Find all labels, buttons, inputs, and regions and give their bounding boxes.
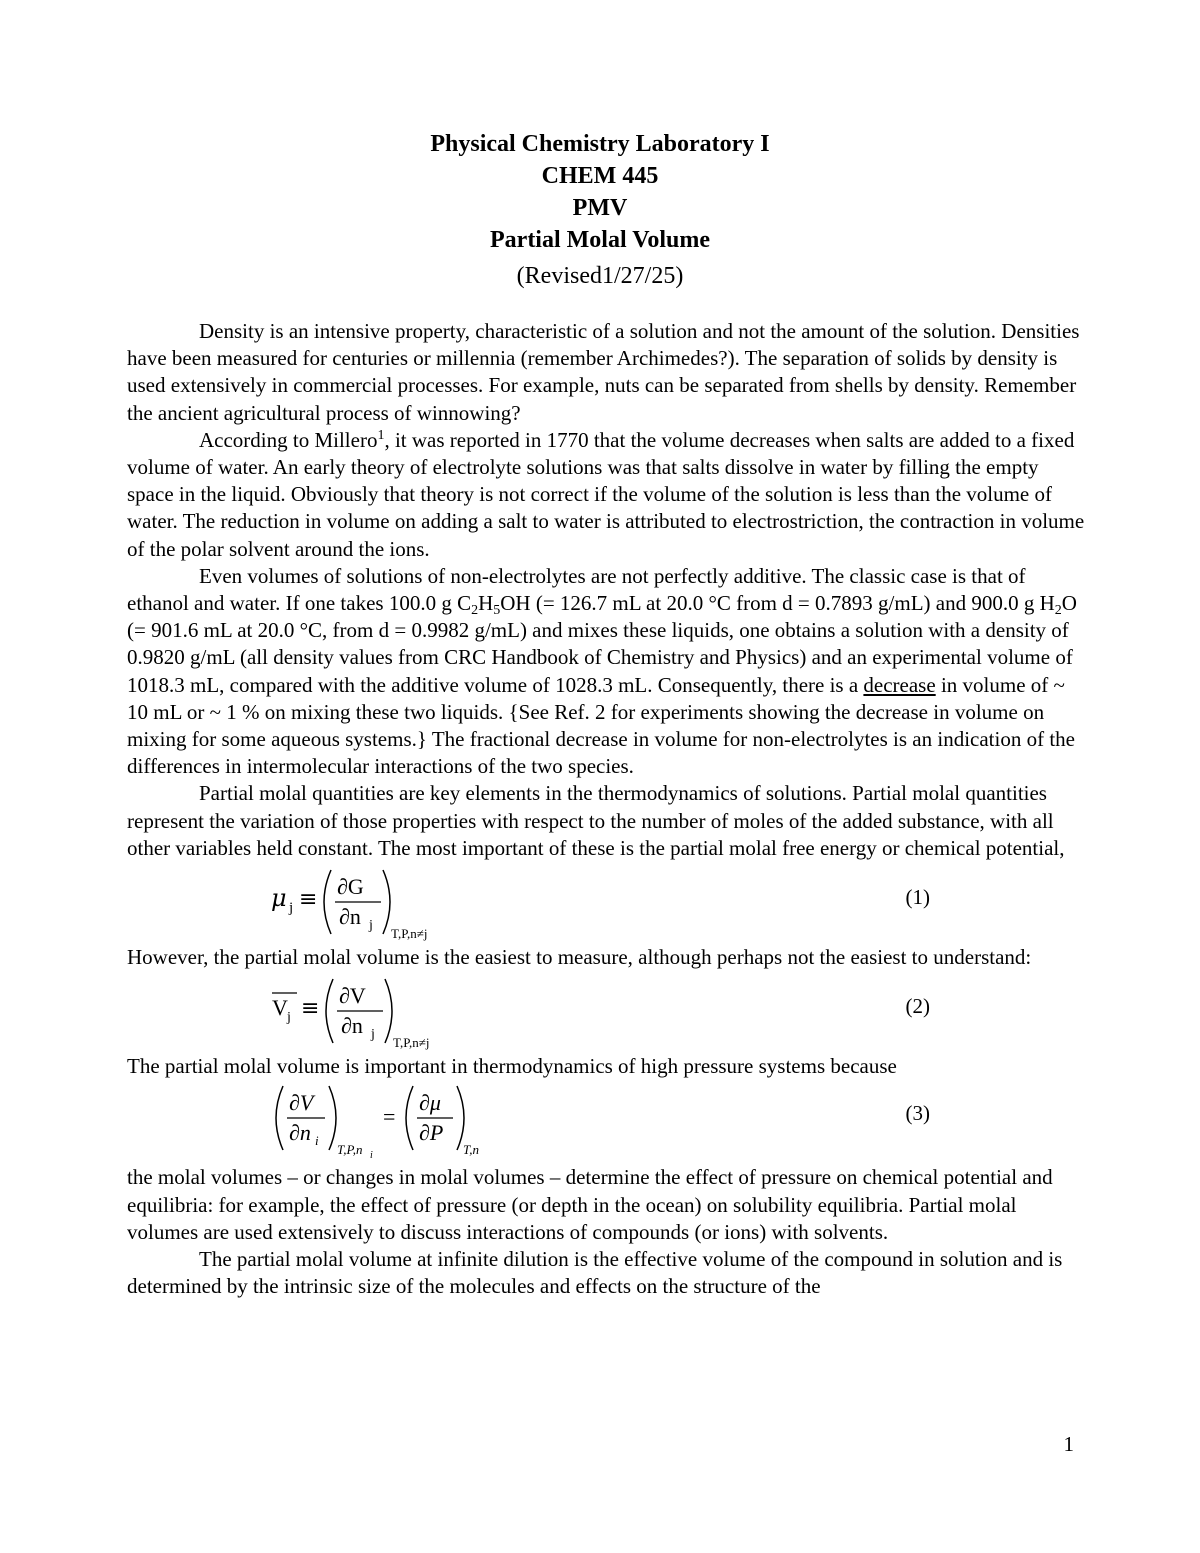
eq1-numerator: ∂G (337, 874, 364, 900)
equation-2 (127, 971, 1087, 1053)
revision-date: (Revised1/27/25) (516, 263, 684, 289)
eq3-left-den-sub: i (315, 1133, 319, 1149)
eq1-right-paren (383, 870, 390, 934)
eq3-left-numerator: ∂V (289, 1090, 314, 1116)
eq3-left-paren-a (276, 1086, 283, 1150)
eq2-den-sub: j (371, 1027, 375, 1043)
paragraph-1: Density is an intensive property, characteristic of a solution and not the amount of the solution. Densities have been measured for centuries or millennia (remember Archimedes?). The separation of solids by density is used extensively in commercial processes. For example, nuts can be separated from shells by density. Remember the ancient agricultural process of winnowing? (127, 319, 1080, 425)
equation-1-number: (1) (905, 885, 930, 910)
eq3-left-paren-b (406, 1086, 413, 1150)
experiment-title: Partial Molal Volume (490, 227, 710, 253)
experiment-code: PMV (572, 195, 628, 221)
p3-sub-2: 5 (493, 603, 501, 619)
equation-2-number: (2) (905, 994, 930, 1019)
document-body (127, 318, 1087, 1300)
eq3-left-condition: T,P,n (337, 1142, 363, 1158)
eq2-left-paren (326, 979, 333, 1043)
paragraph-8: The partial molal volume at infinite dilution is the effective volume of the compound in solution and is determined by the intrinsic size of the molecules and effects on the structure of the (127, 1247, 1063, 1299)
eq1-den-sub: j (369, 918, 373, 934)
course-title: Physical Chemistry Laboratory I (430, 131, 770, 157)
title-block (0, 128, 1200, 292)
p3-underlined-word: decrease (863, 672, 936, 697)
eq1-equiv: ≡ (299, 887, 318, 913)
paragraph-7: the molal volumes – or changes in molal volumes – determine the effect of pressure on chemical potential and equilibria: for example, the effect of pressure (or depth in the ocean) on solubility equilibria. Partial molal volumes are used extensively to discuss interactions of compounds (or ions) with solvents. (127, 1165, 1053, 1244)
page-number: 1 (1063, 1432, 1074, 1456)
equation-3-formula (267, 1080, 647, 1164)
p3-text-2: H (478, 591, 494, 616)
p3-text-1: Even volumes of solutions of non-electrolytes are not perfectly additive. The classic case is that of ethanol and water. If one takes 100.0 g C (127, 563, 1026, 616)
p3-sub-3: 2 (1054, 603, 1062, 619)
eq3-right-paren-b (457, 1086, 464, 1150)
p3-text-3: OH (= 126.7 mL at 20.0 °C from d = 0.7893 g/mL) and 900.0 g H (500, 591, 1055, 616)
eq3-left-denominator: ∂n (289, 1120, 311, 1146)
p2-text-b: , it was reported in 1770 that the volume decreases when salts are added to a fixed volume of water. An early theory of electrolyte solutions was that salts dissolve in water by filling the empty space in the liquid. Obviously that theory is not correct if the volume of the solution is less than the volume of water. The reduction in volume on adding a salt to water is attributed to electrostriction, the contraction in volume of the polar solvent around the ions. (127, 427, 1085, 561)
p2-text-a: According to Millero (199, 427, 378, 452)
eq2-equiv: ≡ (301, 996, 320, 1022)
course-code: CHEM 445 (541, 163, 659, 189)
eq3-right-paren-a (329, 1086, 336, 1150)
paragraph-5: However, the partial molal volume is the easiest to measure, although perhaps not the easiest to understand: (127, 945, 1032, 970)
p3-text-4: O (= 901.6 mL at 20.0 °C, from d = 0.9982 g/mL) and mixes these liquids, one obtains a solution with a density of 0.9820 g/mL (all density values from CRC Handbook of Chemistry and Physics) and an experimental volume of 1018.3 mL, compared with the additive volume of 1028.3 mL. Consequently, there is a (127, 591, 1077, 697)
p3-sub-1: 2 (471, 603, 479, 619)
equation-2-formula (267, 971, 627, 1053)
equation-3-number: (3) (905, 1101, 930, 1126)
eq2-right-paren (385, 979, 392, 1043)
eq1-lhs-sub: j (289, 900, 294, 917)
eq1-denominator: ∂n (339, 904, 361, 930)
reference-1: 1 (377, 427, 385, 443)
eq2-denominator: ∂n (341, 1013, 363, 1039)
paragraph-3 (127, 563, 1087, 781)
eq2-numerator: ∂V (339, 983, 366, 1009)
eq3-equals: = (383, 1104, 396, 1130)
eq1-lhs: μ (271, 884, 287, 913)
eq2-lhs-sub: j (287, 1010, 291, 1026)
equation-1 (127, 862, 1087, 944)
eq3-right-condition: T,n (463, 1142, 480, 1158)
eq1-condition: T,P,n≠j (391, 926, 428, 942)
equation-3 (127, 1080, 1087, 1164)
eq3-right-denominator: ∂P (419, 1120, 444, 1146)
eq2-condition: T,P,n≠j (393, 1035, 430, 1051)
eq3-right-numerator: ∂μ (419, 1090, 441, 1116)
equation-1-formula (267, 862, 627, 944)
paragraph-6: The partial molal volume is important in thermodynamics of high pressure systems because (127, 1054, 897, 1079)
paragraph-4: Partial molal quantities are key elements in the thermodynamics of solutions. Partial molal quantities represent the variation of those properties with respect to the number of moles of the added substance, with all other variables held constant. The most important of these is the partial molal free energy or chemical potential, (127, 781, 1065, 860)
eq3-left-condition-sub: i (370, 1150, 373, 1162)
eq1-left-paren (324, 870, 331, 934)
paragraph-2 (127, 427, 1087, 563)
p3-text-5: in volume of ~ 10 mL or ~ 1 % on mixing these two liquids. {See Ref. 2 for experiments showing the decrease in volume on mixing for some aqueous systems.} The fractional decrease in volume for non-electrolytes is an indication of the differences in intermolecular interactions of the two species. (127, 672, 1076, 779)
eq2-lhs: V (272, 995, 288, 1021)
